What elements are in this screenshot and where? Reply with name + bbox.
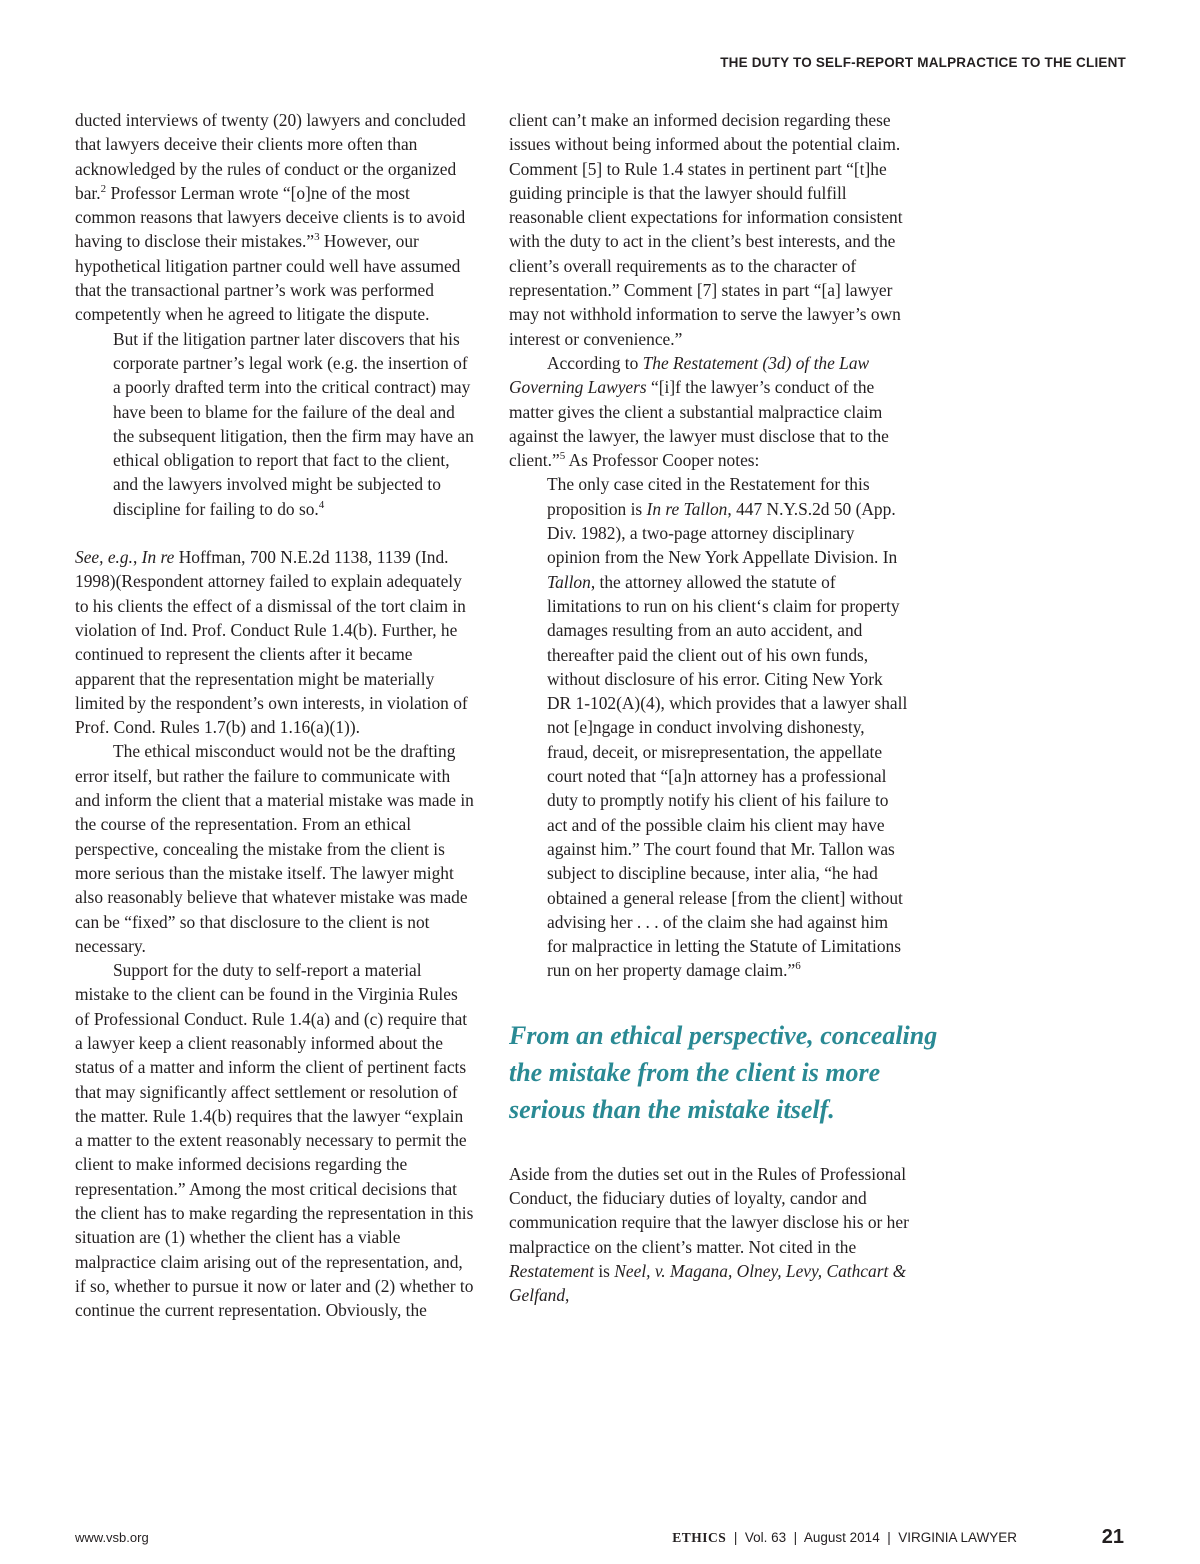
paragraph <box>509 1162 909 1308</box>
left-column <box>75 108 475 1323</box>
footnote-ref: 5 <box>559 450 566 463</box>
text: As Professor Cooper notes: <box>565 450 760 471</box>
text: Professor Lerman wrote “[o]ne of the most common reasons that lawyers deceive clients is to avoid having to disclose their mistakes.” <box>75 182 466 252</box>
pull-quote: From an ethical perspective, concealing the mistake from the client is more serious than the mistake itself. <box>509 1020 938 1124</box>
text: According to <box>547 352 643 373</box>
restatement-title: The Restatement (3d) of the Law Governing Lawyers <box>509 352 870 398</box>
text: , <box>132 547 142 568</box>
case-name: In re Tallon <box>646 498 728 519</box>
footnote-ref: 3 <box>314 231 320 244</box>
text: , <box>565 1285 570 1306</box>
footnote-ref: 2 <box>100 183 107 196</box>
text: But if the litigation partner later discovers that his corporate partner’s legal work (e.g. the insertion of a poorly drafted term into the critical contract) may have been to blame for the failure of the deal and the subsequent litigation, then the firm may have an ethical obligation to report that fact to the client, and the lawyers involved might be subjected to discipline for failing to do so. <box>113 328 474 519</box>
text: However, our hypothetical litigation partner could well have assumed that the transactional partner’s work was performed competently when he agreed to litigate the dispute. <box>75 231 461 325</box>
separator: | <box>786 1530 804 1545</box>
in-re: In re <box>141 547 175 568</box>
paragraph: Support for the duty to self-report a material mistake to the client can be found in the Virginia Rules of Professional Conduct. Rule 1.4(a) and (c) require that a lawyer keep a client reasonably informed about the status of a matter and inform the client of pertinent facts that may significantly affect settlement or resolution of the matter. Rule 1.4(b) requires that the lawyer “explain a matter to the extent reasonably necessary to permit the client to make informed decisions regarding the representation.” Among the most critical decisions that the client has to make regarding the representation in this situation are (1) whether the client has a viable malpractice claim arising out of the representation, and, if so, whether to pursue it now or later and (2) whether to continue the current representation. Obviously, the <box>75 960 474 1321</box>
paragraph <box>509 351 909 472</box>
section-label: ETHICS <box>672 1530 727 1545</box>
right-column <box>509 108 938 1307</box>
restatement: Restatement <box>509 1260 594 1281</box>
paragraph: The ethical misconduct would not be the drafting error itself, but rather the failure to communicate with and inform the client that a material mistake was made in the course of the representation. From an ethical perspective, concealing the mistake from the client is more serious than the mistake itself. The lawyer might also reasonably believe that whatever mistake was made can be “fixed” so that disclosure to the client is not necessary. <box>75 741 474 956</box>
text: Hoffman, 700 N.E.2d 1138, 1139 (Ind. 1998)(Respondent attorney failed to explain adequately to his clients the effect of a dismissal of the tort claim in violation of Ind. Prof. Conduct Rule 1.4(b). Further, he continued to represent the clients after it became apparent that the representation might be materially limited by the respondent’s own interests, in violation of Prof. Cond. Rules 1.7(b) and 1.16(a)(1)). <box>75 547 468 738</box>
see-eg: See, e.g. <box>75 547 133 568</box>
text: The only case cited in the Restatement for this proposition is <box>547 474 870 519</box>
footnote-ref: 6 <box>795 960 801 973</box>
site-url: www.vsb.org <box>75 1530 149 1545</box>
paragraph <box>75 108 475 327</box>
text: Aside from the duties set out in the Rules of Professional Conduct, the fiduciary duties of loyalty, candor and communication require that the lawyer disclose his or her malpractice on the client’s matter. Not cited in the <box>509 1163 909 1257</box>
text: “[i]f the lawyer’s conduct of the matter gives the client a substantial malpractice claim against the lawyer, the lawyer must disclose that to the client.” <box>509 377 889 471</box>
paragraph: client can’t make an informed decision regarding these issues without being informed about the potential claim. Comment [5] to Rule 1.4 states in pertinent part “[t]he guiding principle is that the lawyer should fulfill reasonable client expectations for information consistent with the duty to act in the client’s best interests, and the client’s overall requirements as to the character of representation.” Comment [7] states in part “[a] lawyer may not withhold information to serve the lawyer’s own interest or convenience.” <box>509 110 903 349</box>
separator: | <box>879 1530 899 1545</box>
block-quote <box>509 472 909 982</box>
text: , the attorney allowed the statute of limitations to run on his client‘s claim for property damages resulting from an auto accident, and thereafter paid the client out of his own funds, without disclosure of his error. Citing New York DR 1-102(A)(4), which provides that a lawyer shall not [e]ngage in conduct involving dishonesty, fraud, deceit, or misrepresentation, the appellate court noted that “[a]n attorney has a professional duty to promptly notify his client of his failure to act and of the possible claim his client may have against him.” The court found that Mr. Tallon was subject to discipline because, inter alia, “he had obtained a general release [from the client] without advising her . . . of the claim she had against him for malpractice in letting the Statute of Limitations run on her property damage claim.” <box>547 571 908 981</box>
issue-date: August 2014 <box>803 1530 880 1545</box>
separator: | <box>726 1530 745 1545</box>
volume: Vol. 63 <box>744 1530 787 1545</box>
case-name: Tallon <box>547 571 591 592</box>
page-number: 21 <box>1101 1526 1124 1548</box>
text: is <box>594 1260 615 1281</box>
text: , 447 N.Y.S.2d 50 (App. Div. 1982), a two-page attorney disciplinary opinion from the New York Appellate Division. In <box>547 498 898 568</box>
text: ducted interviews of twenty (20) lawyers and concluded that lawyers deceive their clients more often than acknowledged by the rules of conduct or the organized bar. <box>75 110 466 203</box>
case-name: Neel, v. Magana, Olney, Levy, Cathcart & Gelfand <box>509 1260 907 1306</box>
indented-quote <box>75 327 475 521</box>
publication-name: VIRGINIA LAWYER <box>898 1530 1017 1545</box>
footnote-ref: 4 <box>318 498 325 511</box>
case-citation <box>75 545 475 739</box>
running-head: THE DUTY TO SELF-REPORT MALPRACTICE TO THE CLIENT <box>720 55 1126 70</box>
footer-issue-line <box>672 1530 1017 1546</box>
